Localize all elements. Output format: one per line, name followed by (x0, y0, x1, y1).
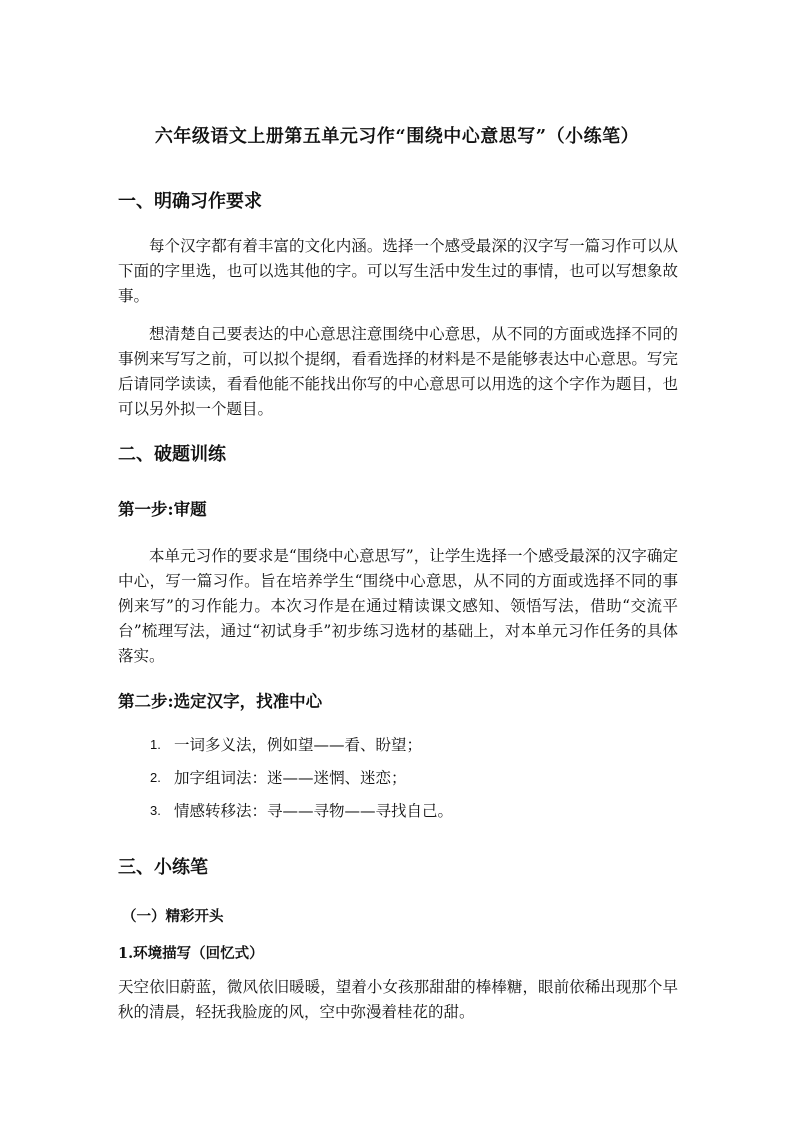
document-title: 六年级语文上册第五单元习作“围绕中心意思写”（小练笔） (154, 126, 640, 147)
list-item-text: 一词多义法，例如望——看、盼望； (174, 736, 423, 754)
list-item-text: 加字组词法：迷——迷惘、迷恋； (174, 769, 407, 787)
paragraph-review: 本单元习作的要求是“围绕中心意思写”，让学生选择一个感受最深的汉字确定中心，写一篇习作。旨在培养学生“围绕中心意思，从不同的方面或选择不同的事例来写”的习作能力。本次习作是在通过精读课文感知、领悟写法，借助“交流平台”梳理写法，通过“初试身手”初步练习选材的基础上，对本单元习作任务的具体落实。 (118, 547, 678, 665)
list-item (150, 801, 453, 834)
paragraph-requirements-1: 每个汉字都有着丰富的文化内涵。选择一个感受最深的汉字写一篇习作可以从下面的字里选，也可以选其他的字。可以写生活中发生过的事情，也可以写想象故事。 (118, 237, 678, 305)
list-item (150, 768, 453, 801)
list-item (150, 735, 453, 768)
paragraph-requirements-2: 想清楚自己要表达的中心意思注意围绕中心意思，从不同的方面或选择不同的事例来写写之前，可以拟个提纲，看看选择的材料是不是能够表达中心意思。写完后请同学读读，看看他能不能找出你写的中心意思可以用选的这个字作为题目，也可以另外拟一个题目。 (118, 325, 678, 418)
method-list (150, 735, 453, 834)
section-heading-requirements: 一、明确习作要求 (118, 191, 262, 212)
paragraph-environment: 天空依旧蔚蓝，微风依旧暖暖，望着小女孩那甜甜的棒棒糖，眼前依稀出现那个早秋的清晨，轻抚我脸庞的风，空中弥漫着桂花的甜。 (118, 978, 678, 1021)
step-heading-review: 第一步:审题 (118, 500, 207, 519)
item-heading-environment: 1.环境描写（回忆式） (118, 945, 264, 962)
list-item-text: 情感转移法：寻——寻物——寻找自己。 (174, 802, 454, 820)
section-heading-practice: 三、小练笔 (118, 857, 208, 878)
section-heading-training: 二、破题训练 (118, 444, 226, 465)
list-item-number: 3. (150, 803, 161, 818)
list-item-number: 2. (150, 770, 161, 785)
list-item-number: 1. (150, 737, 161, 752)
sub-heading-opening: （一）精彩开头 (122, 908, 224, 925)
step-heading-select-character: 第二步:选定汉字，找准中心 (118, 692, 323, 711)
